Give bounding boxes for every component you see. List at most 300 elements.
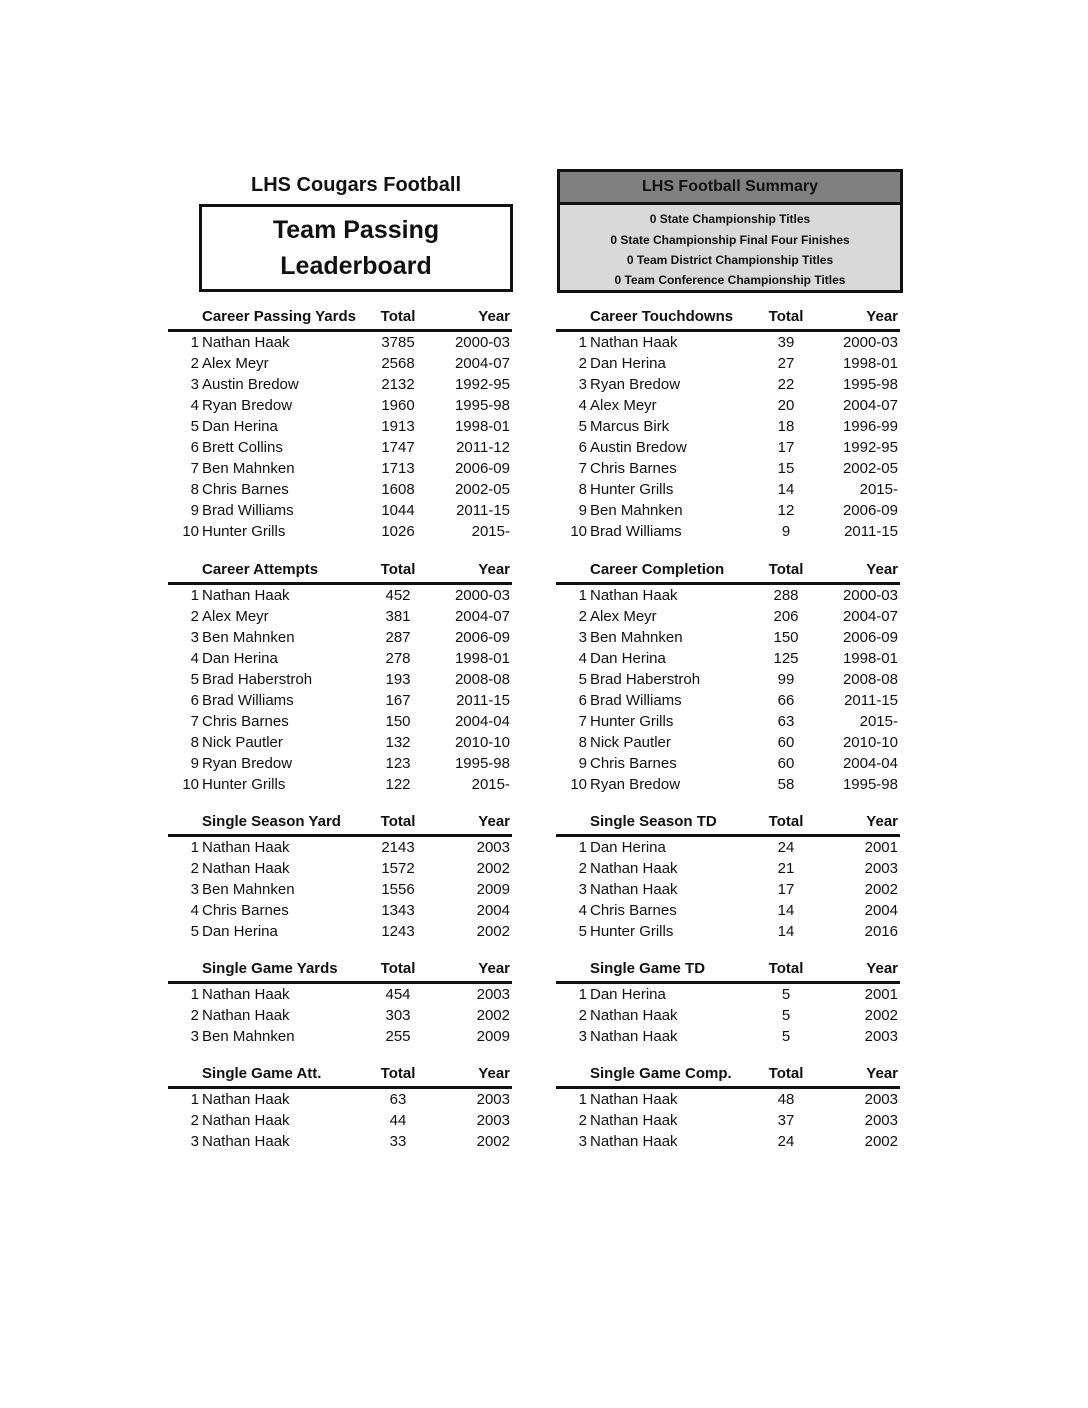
total-cell: 1556 xyxy=(381,881,415,898)
year-cell: 2010-10 xyxy=(454,734,510,751)
player-name-cell: Austin Bredow xyxy=(590,439,687,456)
rank-cell: 5 xyxy=(190,923,199,940)
player-name-cell: Nathan Haak xyxy=(590,1091,678,1108)
player-name-cell: Dan Herina xyxy=(590,839,666,856)
table-row xyxy=(168,648,512,669)
total-cell: 21 xyxy=(777,860,795,877)
total-cell: 454 xyxy=(385,986,411,1003)
year-cell: 2011-15 xyxy=(456,692,510,709)
player-name-cell: Nathan Haak xyxy=(590,1133,678,1150)
year-cell: 2004-07 xyxy=(454,355,510,372)
rank-cell: 1 xyxy=(190,1091,199,1108)
total-cell: 60 xyxy=(777,734,795,751)
total-cell: 278 xyxy=(385,650,411,667)
year-cell: 2011-12 xyxy=(456,439,510,456)
summary-line: 0 Team District Championship Titles xyxy=(626,253,834,267)
year-column-header: Year xyxy=(866,1065,898,1082)
table-row xyxy=(168,353,512,374)
table-row xyxy=(556,479,900,500)
year-cell: 2010-10 xyxy=(842,734,898,751)
player-name-cell: Nathan Haak xyxy=(202,1133,290,1150)
table-row xyxy=(556,879,900,900)
table-row xyxy=(556,500,900,521)
rank-cell: 2 xyxy=(578,608,587,625)
total-column-header: Total xyxy=(380,813,416,830)
year-cell: 2008-08 xyxy=(842,671,898,688)
table-row xyxy=(168,711,512,732)
player-name-cell: Chris Barnes xyxy=(590,902,677,919)
rank-cell: 7 xyxy=(190,460,199,477)
player-name-cell: Chris Barnes xyxy=(202,481,289,498)
total-cell: 2568 xyxy=(381,355,415,372)
year-cell: 2002 xyxy=(864,1007,898,1024)
year-cell: 2001 xyxy=(864,839,898,856)
total-cell: 287 xyxy=(385,629,411,646)
year-column-header: Year xyxy=(478,960,510,977)
rank-cell: 4 xyxy=(190,902,199,919)
total-cell: 1913 xyxy=(381,418,415,435)
leaderboard xyxy=(556,957,900,1047)
table-row xyxy=(168,416,512,437)
table-row xyxy=(168,900,512,921)
year-cell: 1995-98 xyxy=(454,755,510,772)
rank-cell: 8 xyxy=(190,734,199,751)
year-cell: 2004-04 xyxy=(842,755,898,772)
table-row xyxy=(556,353,900,374)
player-name-cell: Ryan Bredow xyxy=(590,376,681,393)
year-cell: 2004 xyxy=(476,902,510,919)
rank-cell: 2 xyxy=(578,860,587,877)
year-column-header: Year xyxy=(478,813,510,830)
year-column-header: Year xyxy=(866,561,898,578)
player-name-cell: Dan Herina xyxy=(590,986,666,1003)
year-cell: 2004 xyxy=(864,902,898,919)
year-cell: 2000-03 xyxy=(454,334,510,351)
year-cell: 2003 xyxy=(864,860,898,877)
rank-cell: 10 xyxy=(182,523,199,540)
player-name-cell: Ben Mahnken xyxy=(202,881,295,898)
year-cell: 1992-95 xyxy=(454,376,510,393)
table-row xyxy=(556,395,900,416)
year-cell: 2002 xyxy=(476,1133,510,1150)
year-column-header: Year xyxy=(478,561,510,578)
year-cell: 2011-15 xyxy=(844,692,898,709)
player-name-cell: Marcus Birk xyxy=(590,418,670,435)
table-row xyxy=(556,648,900,669)
total-cell: 2132 xyxy=(381,376,415,393)
player-name-cell: Nathan Haak xyxy=(202,839,290,856)
table-row xyxy=(168,921,512,942)
rank-cell: 5 xyxy=(190,418,199,435)
leaderboard-title: Career Touchdowns xyxy=(590,308,734,325)
rank-cell: 2 xyxy=(578,1007,587,1024)
rank-cell: 10 xyxy=(570,776,587,793)
rank-cell: 2 xyxy=(190,608,199,625)
player-name-cell: Ben Mahnken xyxy=(590,502,683,519)
player-name-cell: Brad Williams xyxy=(590,523,682,540)
leaderboard-title: Single Game TD xyxy=(590,960,706,977)
leaderboard xyxy=(168,305,512,542)
rank-cell: 5 xyxy=(578,418,587,435)
total-cell: 37 xyxy=(777,1112,795,1129)
rank-cell: 3 xyxy=(190,881,199,898)
total-cell: 123 xyxy=(385,755,411,772)
leaderboard-header xyxy=(168,957,512,984)
year-cell: 2015- xyxy=(859,713,898,730)
rank-cell: 2 xyxy=(190,860,199,877)
leaderboard-header xyxy=(556,558,900,585)
year-cell: 2006-09 xyxy=(842,629,898,646)
table-row xyxy=(168,1089,512,1110)
player-name-cell: Nathan Haak xyxy=(590,334,678,351)
table-row xyxy=(168,837,512,858)
player-name-cell: Nathan Haak xyxy=(202,334,290,351)
table-row xyxy=(556,332,900,353)
rank-cell: 9 xyxy=(578,755,587,772)
player-name-cell: Nathan Haak xyxy=(590,1112,678,1129)
rank-cell: 3 xyxy=(190,1028,199,1045)
leaderboard-title: Career Completion xyxy=(590,561,725,578)
player-name-cell: Nathan Haak xyxy=(202,986,290,1003)
leaderboard xyxy=(556,305,900,542)
total-cell: 99 xyxy=(777,671,795,688)
player-name-cell: Chris Barnes xyxy=(202,713,289,730)
total-column-header: Total xyxy=(768,960,804,977)
rank-cell: 2 xyxy=(578,355,587,372)
table-row xyxy=(168,753,512,774)
rank-cell: 6 xyxy=(190,692,199,709)
rank-cell: 7 xyxy=(578,460,587,477)
rank-cell: 2 xyxy=(190,1007,199,1024)
rank-cell: 8 xyxy=(578,734,587,751)
player-name-cell: Austin Bredow xyxy=(202,376,299,393)
table-row xyxy=(168,1026,512,1047)
player-name-cell: Nathan Haak xyxy=(590,1028,678,1045)
page-title-line-1: Team Passing xyxy=(272,216,440,244)
table-row xyxy=(556,1005,900,1026)
rank-cell: 5 xyxy=(578,671,587,688)
total-column-header: Total xyxy=(380,308,416,325)
table-row xyxy=(556,837,900,858)
total-cell: 63 xyxy=(777,713,795,730)
year-cell: 2000-03 xyxy=(842,587,898,604)
leaderboard xyxy=(168,810,512,942)
rank-cell: 7 xyxy=(578,713,587,730)
player-name-cell: Nick Pautler xyxy=(202,734,283,751)
total-cell: 66 xyxy=(777,692,795,709)
table-row xyxy=(556,606,900,627)
table-row xyxy=(168,690,512,711)
total-column-header: Total xyxy=(768,1065,804,1082)
table-row xyxy=(168,606,512,627)
year-cell: 2004-07 xyxy=(454,608,510,625)
table-row xyxy=(168,858,512,879)
table-row xyxy=(556,753,900,774)
year-column-header: Year xyxy=(866,813,898,830)
player-name-cell: Nathan Haak xyxy=(590,881,678,898)
rank-cell: 7 xyxy=(190,713,199,730)
total-cell: 14 xyxy=(777,923,795,940)
total-cell: 193 xyxy=(385,671,411,688)
table-row xyxy=(556,1089,900,1110)
year-column-header: Year xyxy=(478,308,510,325)
leaderboard xyxy=(556,810,900,942)
leaderboard-title: Career Passing Yards xyxy=(202,308,356,325)
table-row xyxy=(168,669,512,690)
rank-cell: 1 xyxy=(578,839,587,856)
year-cell: 2006-09 xyxy=(842,502,898,519)
year-cell: 2009 xyxy=(476,881,510,898)
total-cell: 1960 xyxy=(381,397,415,414)
table-row xyxy=(168,1110,512,1131)
total-column-header: Total xyxy=(768,813,804,830)
player-name-cell: Dan Herina xyxy=(202,418,278,435)
total-cell: 3785 xyxy=(381,334,415,351)
player-name-cell: Dan Herina xyxy=(202,650,278,667)
table-row xyxy=(556,416,900,437)
total-cell: 5 xyxy=(781,1007,791,1024)
year-cell: 2015- xyxy=(471,776,510,793)
total-cell: 5 xyxy=(781,1028,791,1045)
total-cell: 150 xyxy=(385,713,411,730)
total-cell: 255 xyxy=(385,1028,411,1045)
rank-cell: 3 xyxy=(578,1133,587,1150)
table-row xyxy=(168,732,512,753)
leaderboard-header xyxy=(168,558,512,585)
total-cell: 1747 xyxy=(381,439,415,456)
total-cell: 452 xyxy=(385,587,411,604)
total-cell: 125 xyxy=(773,650,799,667)
total-cell: 20 xyxy=(777,397,795,414)
table-row xyxy=(556,984,900,1005)
rank-cell: 4 xyxy=(578,397,587,414)
rank-cell: 1 xyxy=(578,986,587,1003)
table-row xyxy=(168,627,512,648)
player-name-cell: Brad Williams xyxy=(590,692,682,709)
year-cell: 2002 xyxy=(476,1007,510,1024)
player-name-cell: Alex Meyr xyxy=(590,608,657,625)
leaderboard xyxy=(168,558,512,795)
rank-cell: 2 xyxy=(190,1112,199,1129)
year-cell: 2011-15 xyxy=(844,523,898,540)
rank-cell: 4 xyxy=(190,650,199,667)
year-cell: 2003 xyxy=(476,986,510,1003)
leaderboard-title: Single Season TD xyxy=(590,813,717,830)
rank-cell: 1 xyxy=(190,334,199,351)
player-name-cell: Brett Collins xyxy=(202,439,283,456)
table-row xyxy=(556,921,900,942)
table-row xyxy=(556,900,900,921)
table-row xyxy=(556,1026,900,1047)
year-cell: 2011-15 xyxy=(456,502,510,519)
year-cell: 2002-05 xyxy=(454,481,510,498)
total-cell: 17 xyxy=(777,439,795,456)
rank-cell: 4 xyxy=(190,397,199,414)
rank-cell: 1 xyxy=(578,1091,587,1108)
rank-cell: 8 xyxy=(190,481,199,498)
rank-cell: 9 xyxy=(190,755,199,772)
summary-title: LHS Football Summary xyxy=(560,172,900,205)
table-row xyxy=(556,458,900,479)
year-cell: 2008-08 xyxy=(454,671,510,688)
leaderboard xyxy=(556,1062,900,1152)
player-name-cell: Nathan Haak xyxy=(590,1007,678,1024)
total-cell: 17 xyxy=(777,881,795,898)
leaderboard-header xyxy=(556,305,900,332)
leaderboard-header xyxy=(556,1062,900,1089)
year-column-header: Year xyxy=(866,308,898,325)
summary-box xyxy=(557,169,903,293)
rank-cell: 6 xyxy=(190,439,199,456)
total-cell: 1044 xyxy=(381,502,415,519)
rank-cell: 2 xyxy=(190,355,199,372)
total-cell: 381 xyxy=(385,608,411,625)
total-cell: 9 xyxy=(781,523,791,540)
player-name-cell: Brad Williams xyxy=(202,692,294,709)
leaderboard-title: Single Game Comp. xyxy=(590,1065,732,1082)
total-cell: 288 xyxy=(773,587,799,604)
player-name-cell: Alex Meyr xyxy=(202,355,269,372)
rank-cell: 3 xyxy=(578,1028,587,1045)
year-cell: 2016 xyxy=(864,923,898,940)
table-row xyxy=(556,690,900,711)
year-cell: 1998-01 xyxy=(842,355,898,372)
table-row xyxy=(556,669,900,690)
total-cell: 22 xyxy=(777,376,795,393)
table-row xyxy=(168,585,512,606)
player-name-cell: Chris Barnes xyxy=(202,902,289,919)
total-cell: 5 xyxy=(781,986,791,1003)
total-cell: 18 xyxy=(777,418,795,435)
rank-cell: 4 xyxy=(578,650,587,667)
leaderboard-title: Career Attempts xyxy=(202,561,319,578)
player-name-cell: Chris Barnes xyxy=(590,755,677,772)
year-cell: 1998-01 xyxy=(842,650,898,667)
rank-cell: 6 xyxy=(578,439,587,456)
year-cell: 2003 xyxy=(864,1028,898,1045)
leaderboard-header xyxy=(556,957,900,984)
table-row xyxy=(168,879,512,900)
org-title: LHS Cougars Football xyxy=(251,174,461,196)
leaderboard xyxy=(556,558,900,795)
rank-cell: 3 xyxy=(578,881,587,898)
table-row xyxy=(556,732,900,753)
total-cell: 14 xyxy=(777,481,795,498)
rank-cell: 10 xyxy=(182,776,199,793)
year-cell: 2001 xyxy=(864,986,898,1003)
leaderboard-header xyxy=(168,810,512,837)
year-cell: 2002 xyxy=(476,860,510,877)
rank-cell: 1 xyxy=(190,839,199,856)
year-cell: 2006-09 xyxy=(454,629,510,646)
table-row xyxy=(168,458,512,479)
table-row xyxy=(556,437,900,458)
table-row xyxy=(168,479,512,500)
player-name-cell: Brad Haberstroh xyxy=(202,671,313,688)
year-cell: 2002-05 xyxy=(842,460,898,477)
rank-cell: 3 xyxy=(578,629,587,646)
total-cell: 1243 xyxy=(381,923,415,940)
leaderboard-header xyxy=(556,810,900,837)
table-row xyxy=(556,1131,900,1152)
year-column-header: Year xyxy=(478,1065,510,1082)
year-column-header: Year xyxy=(866,960,898,977)
total-cell: 303 xyxy=(385,1007,411,1024)
table-row xyxy=(556,858,900,879)
year-cell: 2015- xyxy=(859,481,898,498)
year-cell: 2004-07 xyxy=(842,397,898,414)
leaderboard-header xyxy=(168,1062,512,1089)
total-cell: 63 xyxy=(389,1091,407,1108)
total-cell: 132 xyxy=(385,734,411,751)
year-cell: 2004-07 xyxy=(842,608,898,625)
year-cell: 1995-98 xyxy=(454,397,510,414)
year-cell: 1995-98 xyxy=(842,376,898,393)
leaderboard xyxy=(168,1062,512,1152)
summary-lines xyxy=(560,205,900,291)
table-row xyxy=(168,774,512,795)
page-title-line-2: Leaderboard xyxy=(280,252,432,280)
rank-cell: 6 xyxy=(578,692,587,709)
player-name-cell: Hunter Grills xyxy=(590,713,674,730)
player-name-cell: Alex Meyr xyxy=(202,608,269,625)
total-cell: 48 xyxy=(777,1091,795,1108)
player-name-cell: Brad Williams xyxy=(202,502,294,519)
year-cell: 1995-98 xyxy=(842,776,898,793)
rank-cell: 5 xyxy=(578,923,587,940)
player-name-cell: Ryan Bredow xyxy=(202,755,293,772)
total-cell: 2143 xyxy=(381,839,415,856)
rank-cell: 1 xyxy=(578,334,587,351)
player-name-cell: Hunter Grills xyxy=(202,523,286,540)
player-name-cell: Dan Herina xyxy=(202,923,278,940)
year-cell: 2004-04 xyxy=(454,713,510,730)
total-cell: 14 xyxy=(777,902,795,919)
player-name-cell: Nathan Haak xyxy=(202,1091,290,1108)
player-name-cell: Nathan Haak xyxy=(202,860,290,877)
year-cell: 1998-01 xyxy=(454,418,510,435)
table-row xyxy=(556,521,900,542)
player-name-cell: Brad Haberstroh xyxy=(590,671,701,688)
table-row xyxy=(556,774,900,795)
rank-cell: 4 xyxy=(578,902,587,919)
total-column-header: Total xyxy=(380,561,416,578)
total-cell: 150 xyxy=(773,629,799,646)
year-cell: 2002 xyxy=(476,923,510,940)
total-cell: 58 xyxy=(777,776,795,793)
summary-line: 0 Team Conference Championship Titles xyxy=(614,273,846,287)
year-cell: 2015- xyxy=(471,523,510,540)
total-cell: 12 xyxy=(777,502,795,519)
total-cell: 60 xyxy=(777,755,795,772)
table-row xyxy=(168,500,512,521)
leaderboard-title: Single Game Att. xyxy=(202,1065,322,1082)
year-cell: 2009 xyxy=(476,1028,510,1045)
total-cell: 33 xyxy=(389,1133,407,1150)
rank-cell: 1 xyxy=(190,587,199,604)
summary-line: 0 State Championship Titles xyxy=(649,212,811,226)
year-cell: 1998-01 xyxy=(454,650,510,667)
table-row xyxy=(556,627,900,648)
total-cell: 1713 xyxy=(381,460,415,477)
rank-cell: 3 xyxy=(190,1133,199,1150)
player-name-cell: Ben Mahnken xyxy=(590,629,683,646)
player-name-cell: Nathan Haak xyxy=(202,1112,290,1129)
player-name-cell: Hunter Grills xyxy=(590,923,674,940)
player-name-cell: Hunter Grills xyxy=(202,776,286,793)
rank-cell: 9 xyxy=(190,502,199,519)
summary-line: 0 State Championship Final Four Finishes xyxy=(610,232,850,247)
